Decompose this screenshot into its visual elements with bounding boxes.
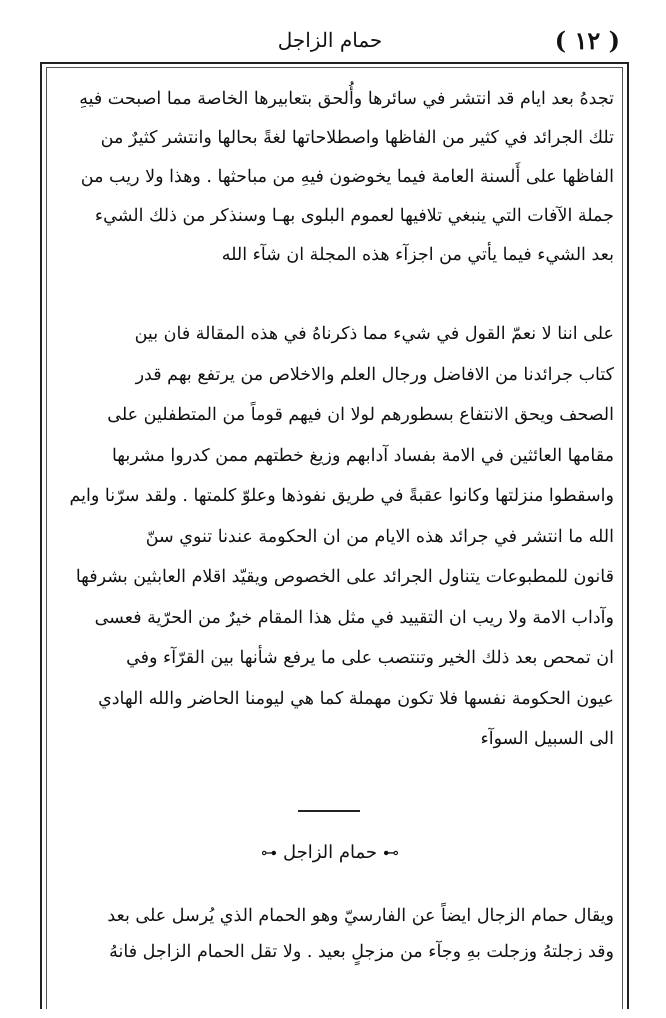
text-line: تلك الجرائد في كثير من الفاظها واصطلاحاتها لغةً بحالها وانتشر كثيرٌ من: [100, 128, 614, 148]
page-number: ( ١٢ ): [554, 26, 620, 55]
text-line: الله ما انتشر في جرائد هذه الايام من ان الحكومة عندنا تنوي سنّ: [145, 526, 614, 547]
text-line: عيون الحكومة نفسها فلا تكون مهملة كما هي ليومنا الحاضر والله الهادي: [98, 688, 614, 709]
text-line: كتاب جرائدنا من الافاضل ورجال العلم والاخلاص من يرتفع بهم قدر: [135, 364, 614, 385]
text-line: بعد الشيء فيما يأتي من اجزآء هذه المجلة ان شآء الله: [221, 245, 614, 265]
text-line: وقد زجلتهُ وزجلت بهِ وجآء من مزجلٍ بعيد . ولا تقل الحمام الزاجل فانهُ: [109, 942, 614, 962]
page-header: [40, 22, 620, 62]
text-line: على اننا لا نعمّ القول في شيء مما ذكرناهُ في هذه المقالة فان بين: [134, 324, 614, 344]
text-line: الفاظها على أَلسنة العامة فيما يخوضون فيهِ من مباحثها . وهذا ولا ريب من: [80, 167, 614, 187]
text-line: مقامها العائثين في الامة بفساد آدابهم وزيغ خطتهم ممن كدروا مشربها: [111, 445, 614, 466]
section-divider: [298, 810, 360, 812]
section-heading-text: حمام الزاجل: [282, 842, 378, 863]
text-line: الصحف ويحق الانتفاع بسطورهم لولا ان فيهم قوماً من المتطفلين على: [107, 405, 614, 425]
text-line: قانون للمطبوعات يتناول الجرائد على الخصوص ويقيّد اقلام العابثين بشرفها: [75, 567, 614, 587]
text-line: ان تمحص بعد ذلك الخير وتنتصب على ما يرفع شأنها بين القرّآء وفي: [126, 648, 614, 668]
ornament-right-icon: ⊶: [383, 843, 400, 862]
running-title: حمام الزاجل: [277, 28, 383, 52]
paragraph-3: [58, 898, 614, 970]
text-line: وآداب الامة ولا ريب ان التقييد في مثل هذا المقام خيرٌ من الحرّية فعسى: [94, 607, 614, 628]
paragraph-2: [58, 314, 614, 760]
text-line: تجدهُ بعد ايام قد انتشر في سائرها وأُلحق بتعابيرها الخاصة مما اصبحت فيهِ: [79, 89, 614, 109]
text-line: ويقال حمام الزجال ايضاً عن الفارسيّ وهو الحمام الذي يُرسل على بعد: [107, 906, 614, 926]
ornament-left-icon: ⊷: [260, 843, 277, 862]
text-line: جملة الآفات التي ينبغي تلافيها لعموم البلوى بهـا وسنذكر من ذلك الشيء: [94, 206, 614, 226]
text-line: الى السبيل السوآء: [480, 729, 614, 749]
section-heading: [200, 842, 460, 863]
text-line: واسقطوا منزلتها وكانوا عقبةً في طريق نفوذها وعلوّ كلمتها . ولقد سرّنا وايم: [69, 486, 614, 506]
paragraph-1: [58, 80, 614, 275]
